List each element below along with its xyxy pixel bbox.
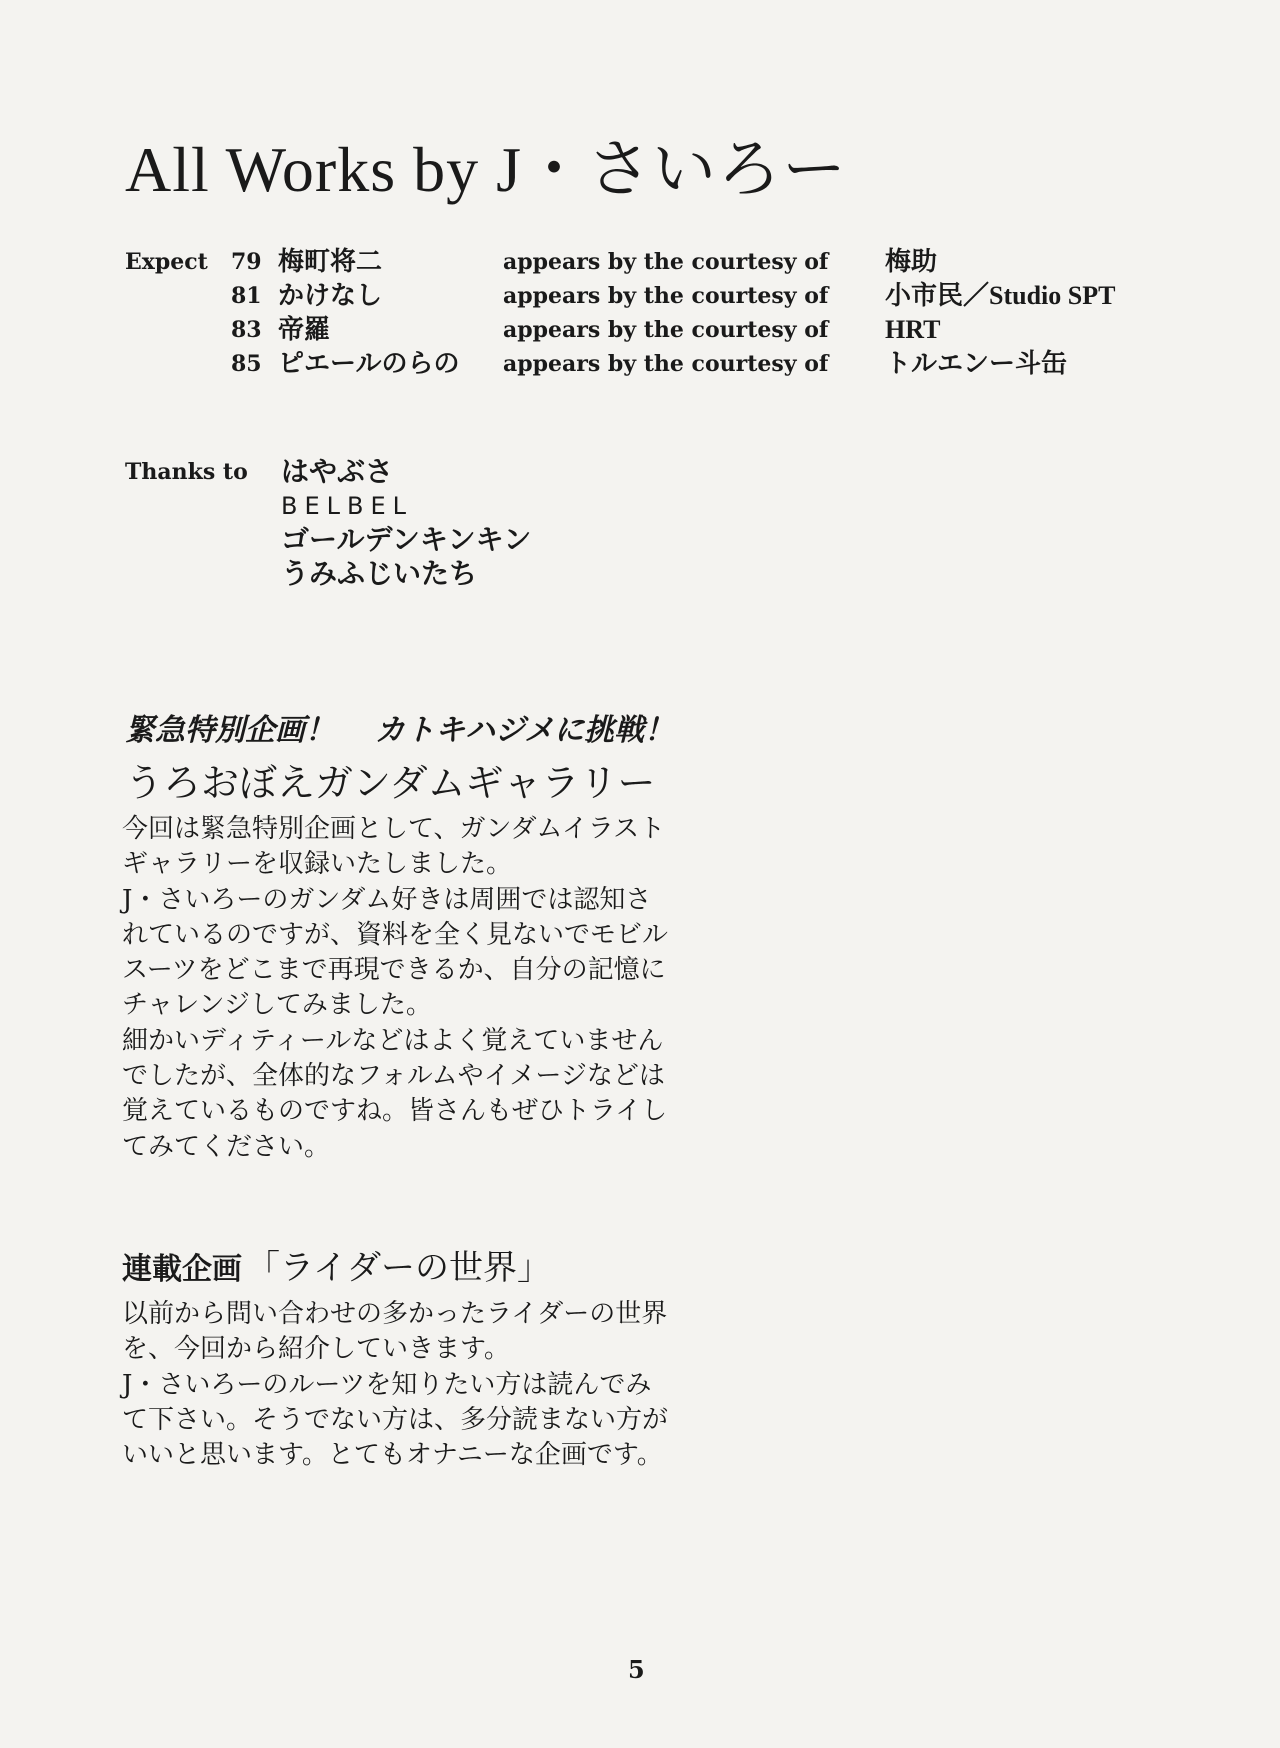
credit-work: 梅町将二: [278, 247, 383, 277]
section1-kicker-a: 緊急特別企画！: [125, 713, 335, 748]
credit-number: 79: [231, 249, 262, 275]
body-line: 今回は緊急特別企画として、ガンダムイラスト: [122, 814, 666, 844]
body-line: スーツをどこまで再現できるか、自分の記憶に: [122, 955, 666, 986]
section1-kicker: [125, 705, 674, 749]
section2-heading: [122, 1240, 551, 1289]
credit-owner: 小市民／Studio SPT: [885, 281, 1116, 310]
thanks-name: はやぶさ: [281, 455, 394, 488]
credit-number: 83: [231, 317, 262, 343]
body-line: チャレンジしてみました。: [122, 990, 432, 1021]
thanks-label: Thanks to: [125, 459, 248, 485]
credit-appears: appears by the courtesy of: [503, 351, 829, 377]
credit-appears: appears by the courtesy of: [503, 283, 829, 309]
credit-work: 帝羅: [278, 315, 331, 345]
credit-owner: HRT: [885, 315, 941, 344]
body-line: J・さいろーのルーツを知りたい方は読んでみ: [122, 1369, 652, 1400]
page-number: 5: [628, 1655, 645, 1684]
page-title: All Works by J・さいろー: [125, 134, 848, 205]
section2-kicker: 連載企画: [122, 1252, 242, 1287]
credit-number: 81: [231, 283, 262, 309]
body-line: でしたが、全体的なフォルムやイメージなどは: [122, 1061, 665, 1092]
body-line: れているのですが、資料を全く見ないでモビル: [122, 919, 669, 950]
thanks-name: ゴールデンキンキン: [281, 523, 532, 556]
body-line: いいと思います。とてもオナニーな企画です。: [122, 1440, 663, 1471]
section1-body: [122, 812, 722, 1165]
thanks-name: BELBEL: [281, 492, 413, 520]
body-line: ギャラリーを収録いたしました。: [122, 849, 513, 880]
body-line: J・さいろーのガンダム好きは周囲では認知さ: [122, 884, 652, 915]
credit-appears: appears by the courtesy of: [503, 249, 829, 275]
body-line: 覚えているものですね。皆さんもぜひトライし: [122, 1096, 668, 1127]
section2-title: 「ライダーの世界」: [246, 1248, 551, 1288]
body-line: 細かいディティールなどはよく覚えていません: [122, 1025, 664, 1056]
body-line: を、今回から紹介していきます。: [122, 1334, 510, 1365]
credit-owner: トルエンー斗缶: [885, 349, 1068, 378]
credit-number: 85: [231, 351, 262, 377]
credit-work: ピエールのらの: [278, 349, 460, 379]
thanks-name: うみふじいたち: [281, 557, 478, 590]
section2-body: [122, 1297, 722, 1473]
body-line: てみてください。: [122, 1131, 331, 1162]
section1-heading: うろおぼえガンダムギャラリー: [125, 761, 656, 805]
section1-kicker-b: カトキハジメに挑戦！: [375, 713, 675, 748]
body-line: て下さい。そうでない方は、多分読まない方が: [122, 1404, 669, 1435]
credit-work: かけなし: [278, 281, 383, 311]
body-line: 以前から問い合わせの多かったライダーの世界: [122, 1299, 668, 1329]
credits-label: Expect: [125, 249, 208, 275]
credit-owner: 梅助: [885, 247, 938, 276]
credit-appears: appears by the courtesy of: [503, 317, 829, 343]
